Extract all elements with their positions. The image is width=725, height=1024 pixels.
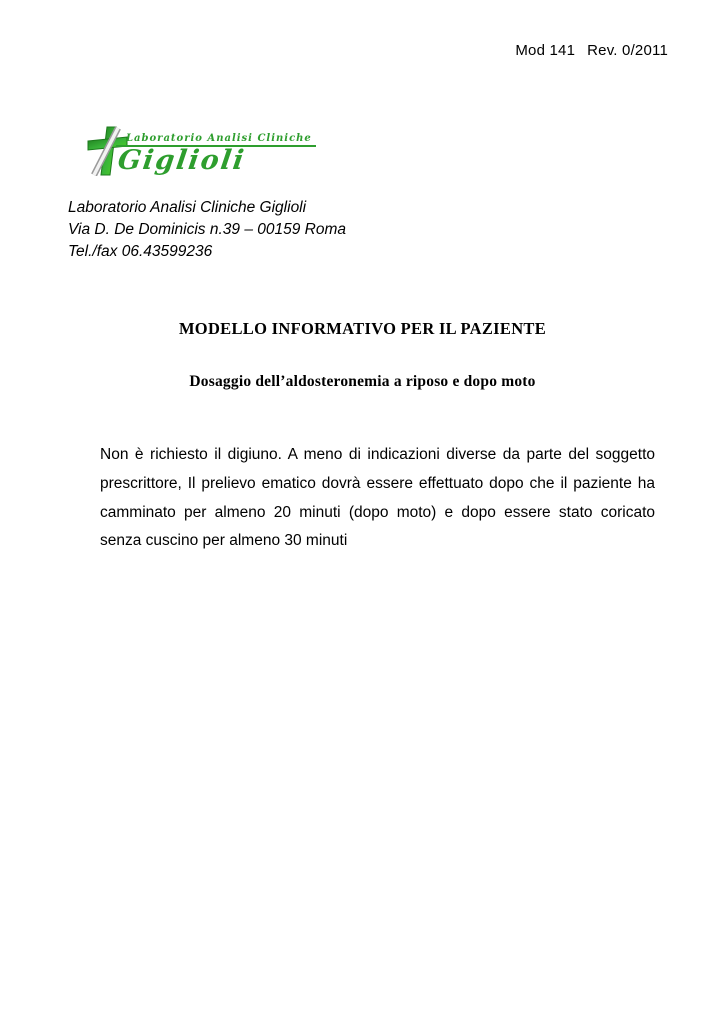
letterhead-line-phone: Tel./fax 06.43599236 <box>68 243 213 260</box>
page-subtitle: Dosaggio dell’aldosteronemia a riposo e dopo moto <box>189 373 536 390</box>
page-title: MODELLO INFORMATIVO PER IL PAZIENTE <box>178 319 547 338</box>
logo-small-text: Laboratorio Analisi Cliniche <box>116 133 316 147</box>
letterhead-line-street: Via D. De Dominicis n.39 – 00159 Roma <box>68 221 346 238</box>
document-reference <box>515 42 668 59</box>
logo-script-text: Giglioli <box>115 145 248 176</box>
doc-model-number: Mod 141 <box>515 42 576 59</box>
logo-text-block <box>116 133 316 175</box>
instructions-paragraph: Non è richiesto il digiuno. A meno di indicazioni diverse da parte del soggetto prescrittore, Il prelievo ematico dovrà essere effettuato dopo che il paziente ha camminato per almeno 20 minuti (dopo moto) e dopo essere stato coricato senza cuscino per almeno 30 minuti <box>100 446 655 550</box>
lab-logo <box>86 126 316 176</box>
doc-revision: Rev. 0/2011 <box>587 42 668 59</box>
letterhead-address <box>68 197 346 263</box>
letterhead-line-name: Laboratorio Analisi Cliniche Giglioli <box>68 199 307 216</box>
